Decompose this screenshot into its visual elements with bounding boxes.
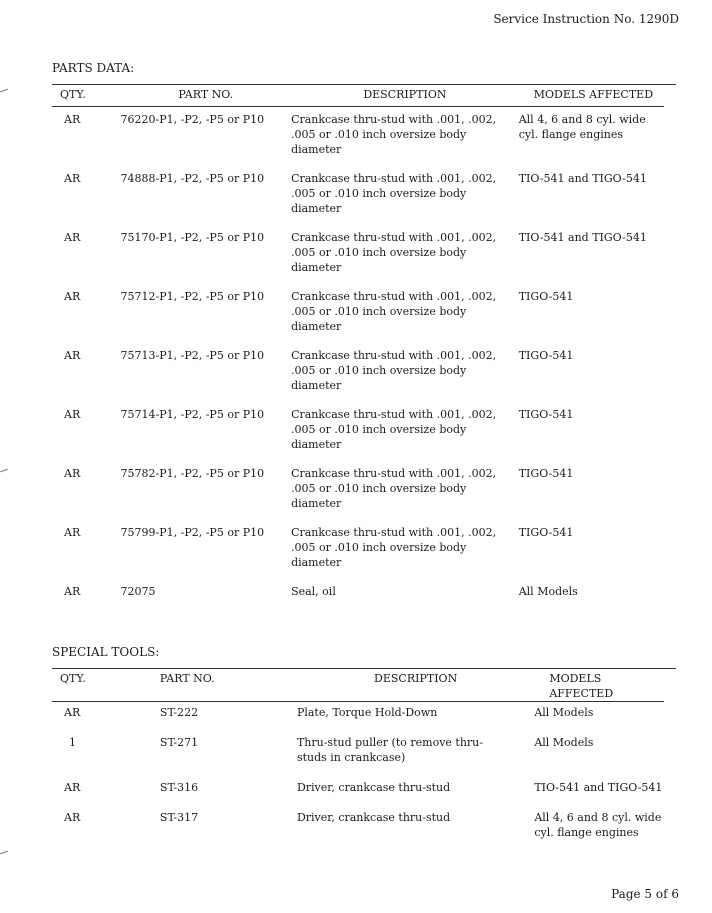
qty-cell: AR — [64, 408, 81, 421]
table-row — [52, 348, 664, 407]
parts-header-row — [52, 87, 664, 107]
models-cell: TIGO-541 — [518, 467, 574, 480]
description-cell: Crankcase thru-stud with .001, .002, .005 or .010 inch oversize body diameter — [291, 526, 497, 569]
parts-data-heading: PARTS DATA: — [52, 61, 135, 75]
models-cell: TIO-541 and TIGO-541 — [518, 231, 647, 244]
table-row — [52, 466, 664, 525]
qty-cell: AR — [64, 172, 81, 185]
part-no-cell: 75782-P1, -P2, -P5 or P10 — [120, 467, 265, 480]
part-no-cell: 75713-P1, -P2, -P5 or P10 — [120, 349, 265, 362]
qty-cell: AR — [64, 706, 81, 719]
models-cell: All Models — [534, 736, 594, 749]
part-no-cell: 72075 — [120, 585, 156, 598]
tools-top-rule — [52, 668, 676, 669]
col-models-affected: MODELS AFFECTED — [534, 671, 664, 702]
page-number: Page 5 of 6 — [611, 887, 679, 901]
scan-mark — [0, 469, 8, 473]
col-models-affected: MODELS AFFECTED — [519, 87, 664, 107]
models-cell: TIGO-541 — [518, 526, 574, 539]
description-cell: Driver, crankcase thru-stud — [296, 811, 451, 824]
description-cell: Crankcase thru-stud with .001, .002, .005 or .010 inch oversize body diameter — [291, 113, 497, 156]
qty-cell: AR — [64, 231, 81, 244]
table-row — [52, 107, 664, 172]
parts-top-rule — [52, 84, 676, 85]
col-qty: QTY. — [52, 87, 121, 107]
models-cell: All 4, 6 and 8 cyl. wide cyl. flange engines — [534, 811, 662, 839]
table-row — [52, 407, 664, 466]
special-tools-table — [52, 671, 664, 855]
qty-cell: 1 — [69, 736, 76, 749]
part-no-cell: 76220-P1, -P2, -P5 or P10 — [120, 113, 265, 126]
qty-cell: AR — [64, 113, 81, 126]
part-no-cell: 74888-P1, -P2, -P5 or P10 — [120, 172, 265, 185]
models-cell: TIO-541 and TIGO-541 — [534, 781, 663, 794]
table-row — [52, 289, 664, 348]
part-no-cell: ST-271 — [159, 736, 199, 749]
service-instruction-number: Service Instruction No. 1290D — [493, 12, 679, 26]
description-cell: Seal, oil — [291, 585, 336, 598]
col-description: DESCRIPTION — [291, 87, 519, 107]
table-row — [52, 810, 664, 855]
models-cell: TIGO-541 — [518, 349, 574, 362]
description-cell: Crankcase thru-stud with .001, .002, .005 or .010 inch oversize body diameter — [291, 467, 497, 510]
description-cell: Driver, crankcase thru-stud — [296, 781, 451, 794]
models-cell: TIGO-541 — [518, 408, 574, 421]
models-cell: All Models — [518, 585, 578, 598]
qty-cell: AR — [64, 585, 81, 598]
models-cell: All 4, 6 and 8 cyl. wide cyl. flange engines — [518, 113, 646, 141]
models-cell: All Models — [534, 706, 594, 719]
description-cell: Thru-stud puller (to remove thru-studs in crankcase) — [296, 736, 483, 764]
qty-cell: AR — [64, 467, 81, 480]
col-qty: QTY. — [52, 671, 116, 702]
models-cell: TIGO-541 — [518, 290, 574, 303]
qty-cell: AR — [64, 349, 81, 362]
table-row — [52, 735, 664, 780]
description-cell: Crankcase thru-stud with .001, .002, .005 or .010 inch oversize body diameter — [291, 231, 497, 274]
col-part-no: PART NO. — [116, 671, 297, 702]
scan-mark — [0, 89, 8, 93]
qty-cell: AR — [64, 811, 81, 824]
table-row — [52, 171, 664, 230]
qty-cell: AR — [64, 290, 81, 303]
description-cell: Crankcase thru-stud with .001, .002, .005 or .010 inch oversize body diameter — [291, 172, 497, 215]
scan-mark — [0, 851, 8, 855]
table-row — [52, 525, 664, 584]
part-no-cell: ST-317 — [159, 811, 199, 824]
qty-cell: AR — [64, 781, 81, 794]
table-row — [52, 230, 664, 289]
part-no-cell: ST-222 — [159, 706, 199, 719]
qty-cell: AR — [64, 526, 81, 539]
description-cell: Crankcase thru-stud with .001, .002, .005 or .010 inch oversize body diameter — [291, 290, 497, 333]
description-cell: Plate, Torque Hold-Down — [296, 706, 438, 719]
description-cell: Crankcase thru-stud with .001, .002, .005 or .010 inch oversize body diameter — [291, 408, 497, 451]
part-no-cell: 75799-P1, -P2, -P5 or P10 — [120, 526, 265, 539]
table-row — [52, 702, 664, 736]
special-tools-heading: SPECIAL TOOLS: — [52, 645, 160, 659]
part-no-cell: ST-316 — [159, 781, 199, 794]
col-description: DESCRIPTION — [297, 671, 534, 702]
table-row — [52, 584, 664, 613]
col-part-no: PART NO. — [121, 87, 292, 107]
description-cell: Crankcase thru-stud with .001, .002, .005 or .010 inch oversize body diameter — [291, 349, 497, 392]
part-no-cell: 75714-P1, -P2, -P5 or P10 — [120, 408, 265, 421]
tools-header-row — [52, 671, 664, 702]
models-cell: TIO-541 and TIGO-541 — [518, 172, 647, 185]
parts-table — [52, 87, 664, 613]
part-no-cell: 75712-P1, -P2, -P5 or P10 — [120, 290, 265, 303]
table-row — [52, 780, 664, 810]
part-no-cell: 75170-P1, -P2, -P5 or P10 — [120, 231, 265, 244]
